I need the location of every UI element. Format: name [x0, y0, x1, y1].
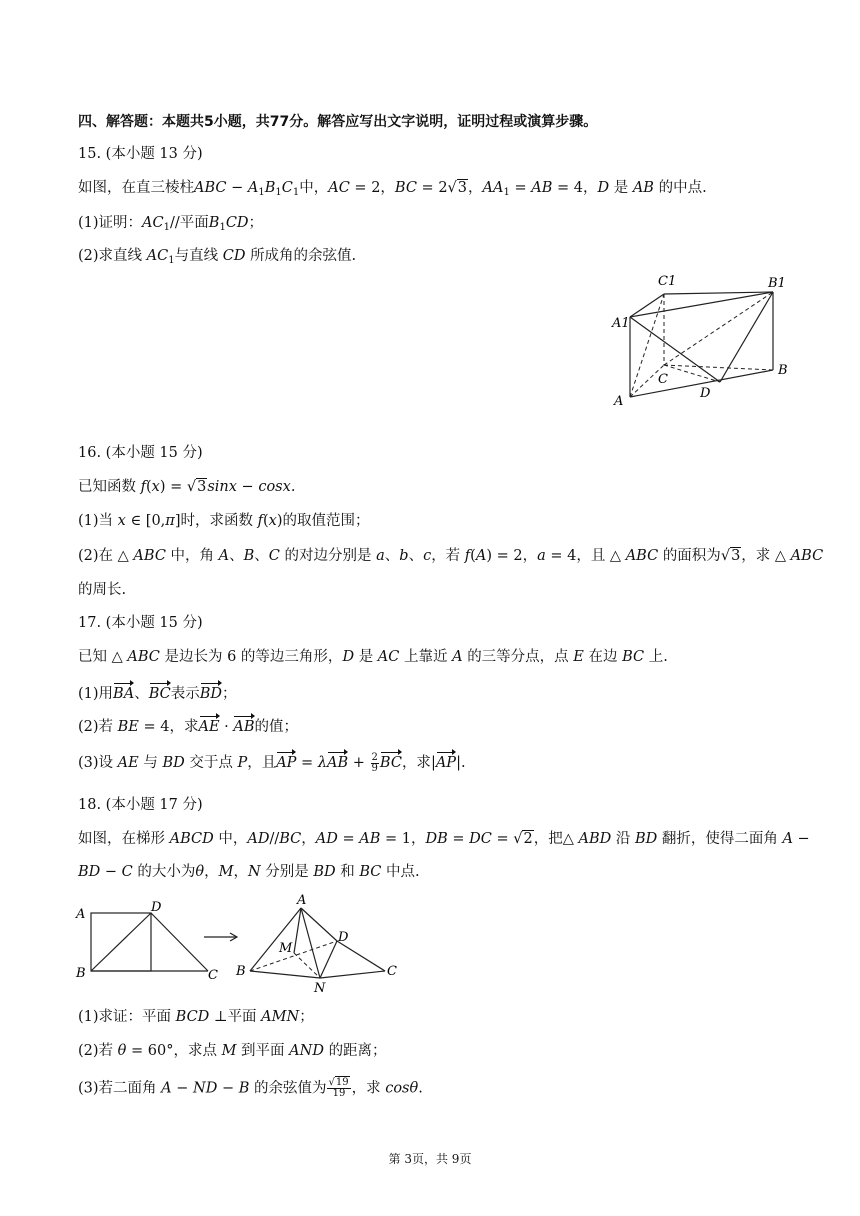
fig-label: N: [314, 981, 326, 993]
q18-intro-cont: BD − C 的大小为θ，M，N 分别是 BD 和 BC 中点.: [78, 864, 420, 880]
q16-part2-cont: 的周长.: [78, 582, 127, 598]
section-heading: 四、解答题：本题共5小题，共77分。解答应写出文字说明，证明过程或演算步骤。: [78, 114, 598, 130]
q17-part1: (1)用BA、BC表示BD；: [78, 680, 237, 704]
q17-intro: 已知 △ ABC 是边长为 6 的等边三角形，D 是 AC 上靠近 A 的三等分点，点 E 在边 BC 上.: [78, 649, 668, 665]
q16-intro: 已知函数 f(x) = √3sinx − cosx.: [78, 479, 296, 495]
q15-intro: 如图，在直三棱柱ABC − $A_1B_1C_1$中，AC = 2，BC = 2√3，$AA_1$ = AB = 4，D 是 AB 的中点.: [78, 180, 707, 198]
q16-part1: (1)当 x ∈ [0,π]时，求函数 f(x)的取值范围；: [78, 513, 370, 529]
fig-label: C: [387, 964, 397, 979]
q16-heading: 16. (本小题 15 分): [78, 445, 203, 461]
fig-label: C: [208, 968, 218, 983]
fig-label: A1: [612, 316, 630, 331]
fig-label: C: [658, 372, 668, 387]
q18-part1: (1)求证：平面 BCD ⊥平面 AMN；: [78, 1009, 314, 1025]
fig-label: A: [297, 893, 307, 908]
fig-label: M: [279, 941, 293, 956]
fig-label: D: [700, 386, 711, 401]
q15-part2: (2)求直线 $AC_1$与直线 CD 所成角的余弦值.: [78, 248, 357, 266]
q18-part2: (2)若 θ = 60°，求点 M 到平面 AND 的距离；: [78, 1043, 387, 1059]
q18-part3: (3)若二面角 A − ND − B 的余弦值为 $\frac{√19}{19}$ ，求 cosθ.: [78, 1077, 423, 1099]
fig-label: D: [338, 930, 349, 945]
fig-label: B: [778, 363, 788, 378]
q15-part1: (1)证明：$AC_1//$平面$B_1CD$；: [78, 215, 264, 233]
fig-label: A: [614, 394, 624, 409]
q18-heading: 18. (本小题 17 分): [78, 797, 203, 813]
fig-label: B1: [768, 276, 786, 291]
fig-label: B: [236, 964, 246, 979]
prism-figure: [600, 265, 800, 410]
q17-heading: 17. (本小题 15 分): [78, 615, 203, 631]
fig-label: D: [151, 900, 162, 915]
q18-intro: 如图，在梯形 ABCD 中，AD//BC，AD = AB = 1，DB = DC = √2，把△ ABD 沿 BD 翻折，使得二面角 A −: [78, 831, 810, 847]
q15-heading: 15. (本小题 13 分): [78, 146, 203, 162]
fig-label: A: [76, 907, 86, 922]
fig-label: C1: [658, 274, 677, 289]
page-footer: 第 3页，共 9页: [388, 1152, 472, 1166]
trapezoid-fold-figure: [72, 893, 412, 993]
q16-part2: (2)在 △ ABC 中，角 A、B、C 的对边分别是 a、b、c，若 f(A) = 2，a = 4，且 △ ABC 的面积为√3，求 △ ABC: [78, 548, 824, 564]
fig-label: B: [76, 966, 86, 981]
q17-part3: (3)设 AE 与 BD 交于点 P，且AP = λAB + $\frac{2}{9}$ BC，求|AP|.: [78, 749, 466, 774]
q17-part2: (2)若 BE = 4，求AE · AB的值；: [78, 713, 298, 737]
